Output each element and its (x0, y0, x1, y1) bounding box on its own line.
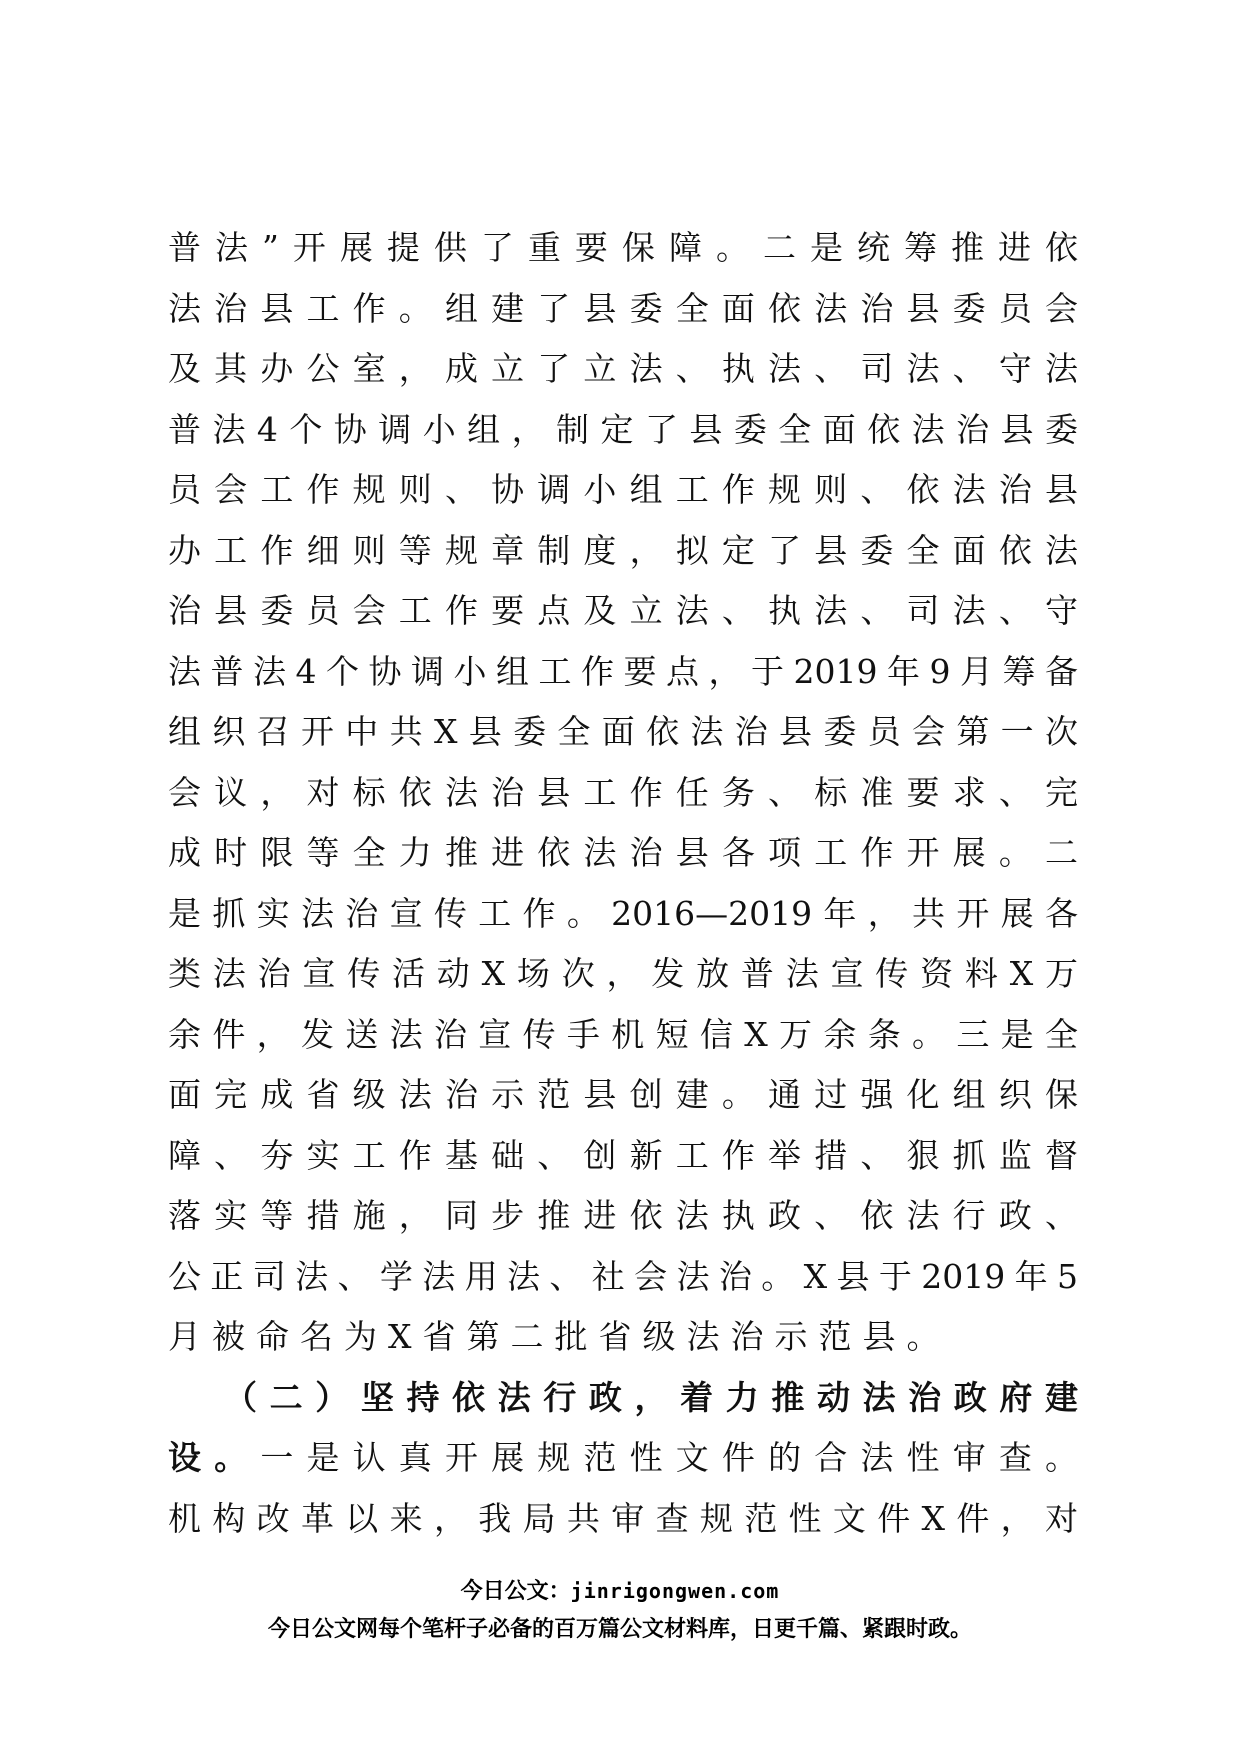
text-line: 治县委员会工作要点及立法、执法、司法、守 (168, 591, 1078, 630)
text-line: 障、夯实工作基础、创新工作举措、狠抓监督 (168, 1135, 1078, 1175)
section-heading-end: 设。 (168, 1438, 261, 1477)
text-line: 类法治宣传活动X场次，发放普法宣传资料X万 (168, 954, 1078, 993)
text-line: 是抓实法治宣传工作。2016—2019年，共开展各 (168, 893, 1078, 933)
paragraph-end-line: 月被命名为X省第二批省级法治示范县。 (168, 1317, 951, 1356)
body-text (168, 218, 1078, 1549)
text-line: 落实等措施，同步推进依法执政、依法行政、 (168, 1196, 1078, 1235)
text-line: 会议，对标依法治县工作任务、标准要求、完 (168, 772, 1078, 812)
text-line: 公正司法、学法用法、社会法治。X县于2019年5 (168, 1256, 1078, 1296)
text-line: 及其办公室，成立了立法、执法、司法、守法 (168, 349, 1078, 388)
text-line: 余件，发送法治宣传手机短信X万余条。三是全 (168, 1014, 1078, 1054)
footer-site (0, 1574, 1240, 1605)
text-line: 普法4个协调小组，制定了县委全面依法治县委 (168, 409, 1078, 449)
text-line: 普法”开展提供了重要保障。二是统筹推进依 (168, 228, 1078, 267)
text-line: 成时限等全力推进依法治县各项工作开展。二 (168, 833, 1078, 872)
text-line: 面完成省级法治示范县创建。通过强化组织保 (168, 1075, 1078, 1114)
text-line: 法治县工作。组建了县委全面依法治县委员会 (168, 288, 1078, 328)
text-line: 法普法4个协调小组工作要点，于2019年9月筹备 (168, 651, 1078, 691)
footer-slogan: 今日公文网每个笔杆子必备的百万篇公文材料库，日更千篇、紧跟时政。 (267, 1617, 972, 1642)
text-line: 员会工作规则、协调小组工作规则、依法治县 (168, 470, 1078, 509)
section-heading: （二）坚持依法行政，着力推动法治政府建 (224, 1377, 1078, 1417)
text-line: 组织召开中共X县委全面依法治县委员会第一次 (168, 712, 1078, 751)
text-line: 办工作细则等规章制度，拟定了县委全面依法 (168, 530, 1078, 570)
footer-site-url[interactable]: jinrigongwen.com (570, 1579, 780, 1603)
footer-site-label: 今日公文： (460, 1579, 571, 1604)
section-first-sentence: 一是认真开展规范性文件的合法性审查。 (260, 1438, 1079, 1477)
section-heading-continuation (168, 1428, 1078, 1489)
text-line: 机构改革以来，我局共审查规范性文件X件，对 (168, 1498, 1078, 1538)
